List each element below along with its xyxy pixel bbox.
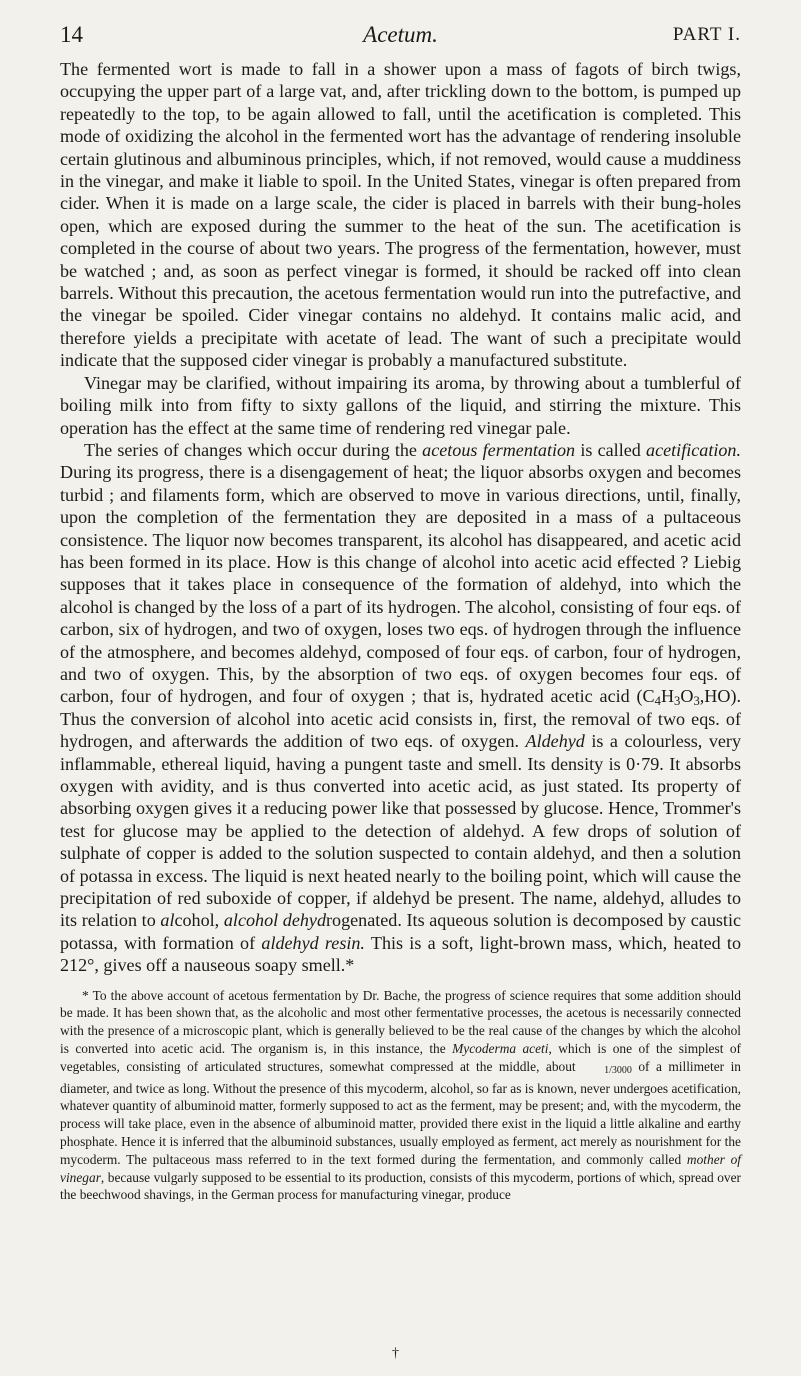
footnote-paragraph: * To the above account of acetous fermentation by Dr. Bache, the progress of science requires that some addition should be made. It has been shown that, as the alcoholic and most other fermentative processes, the acetous is necessarily connected with the presence of a microscopic plant, which is generally believed to be the real cause of the changes by which the alcohol is converted into acetic acid. The organism is, in this instance, the Mycoderma aceti, which is one of the simplest of vegetables, consisting of articulated structures, somewhat compressed at the middle, about 1/3000 of a millimeter in diameter, and twice as long. Without the presence of this mycoderm, alcohol, so far as is known, never undergoes acetification, whatever quantity of albuminoid matter, formerly supposed to act as the ferment, may be present; and, with the mycoderm, the process will take place, even in the absence of albuminoid matter, provided there exist in the liquid a little alkaline and earthy phosphate. Hence it is inferred that the albuminoid substances, usually employed as ferment, act merely as nourishment for the mycoderm. The pultaceous mass referred to in the text formed during the fermentation, and commonly called mother of vinegar, because vulgarly supposed to be essential to its production, consists of this mycoderm, portions of which, spread over the beechwood shavings, in the German process for manufacturing vinegar, produce	[60, 987, 742, 1203]
term-mycoderma-aceti: Mycoderma aceti	[452, 1041, 549, 1057]
paragraph-2: Vinegar may be clarified, without impairing its aroma, by throwing about a tumblerful of boiling milk into from fifty to sixty gallons of the liquid, and stirring the mixture. This operation has the effect at the same time of rendering red vinegar pale.	[60, 372, 741, 438]
paragraph-3: The series of changes which occur during the acetous fermentation is called acetification. During its progress, there is a disengagement of heat; the liquor absorbs oxygen and becomes turbid ; and filaments form, which are observed to move in various directions, until, finally, upon the completion of the fermentation they are deposited in a mass of a pultaceous consistence. The liquor now becomes transparent, its alcohol has disappeared, and acetic acid has been formed in its place. How is this change of alcohol into acetic acid effected ? Liebig supposes that it takes place in consequence of the formation of aldehyd, into which the alcohol is changed by the loss of a part of its hydrogen. The alcohol, consisting of four eqs. of carbon, six of hydrogen, and two of oxygen, loses two eqs. of hydrogen through the influence of the atmosphere, and becomes aldehyd, composed of four eqs. of carbon, four of hydrogen, and two of oxygen. This, by the absorption of two eqs. of oxygen becomes four eqs. of carbon, four of hydrogen, and four of oxygen ; that is, hydrated acetic acid $(C_4H_3O_3,HO)$. Thus the conversion of alcohol into acetic acid consists in, first, the removal of two eqs. of hydrogen, and afterwards the addition of two eqs. of oxygen. Aldehyd is a colourless, very inflammable, ethereal liquid, having a pungent taste and smell. Its density is 0·79. It absorbs oxygen with avidity, and is thus converted into acetic acid, as just stated. Its property of absorbing oxygen gives it a reducing power like that possessed by glucose. Hence, Trommer's test for glucose may be applied to the detection of aldehyd. A few drops of solution of sulphate of copper is added to the solution suspected to contain aldehyd, and then a solution of potassa in excess. The liquid is next heated nearly to the boiling point, which will cause the precipitation of red suboxide of copper, if aldehyd be present. The name, aldehyd, alludes to its relation to alcohol, alcohol dehydrogenated. Its aqueous solution is decomposed by caustic potassa, with formation of aldehyd resin. This is a soft, light-brown mass, which, heated to 212°, gives off a nauseous soapy smell.*	[60, 439, 741, 976]
paragraph-1: The fermented wort is made to fall in a shower upon a mass of fagots of birch twigs, occupying the upper part of a large vat, and, after trickling down to the bottom, is pumped up repeatedly to the top, to be again allowed to fall, until the acetification is completed. This mode of oxidizing the alcohol in the fermented wort has the advantage of rendering insoluble certain glutinous and albuminous principles, which, if not removed, would cause a muddiness in the vinegar, and make it liable to spoil. In the United States, vinegar is often prepared from cider. When it is made on a large scale, the cider is placed in barrels with their bung-holes open, which are exposed during the summer to the heat of the sun. The acetification is completed in the course of about two years. The progress of the fermentation, however, must be watched ; and, as soon as perfect vinegar is formed, it should be racked off into clean barrels. Without this precaution, the acetous fermentation would run into the putrefactive, and the vinegar be spoiled. Cider vinegar contains no aldehyd. It contains malic acid, and therefore yields a precipitate with acetate of lead. The want of such a precipitate would indicate that the supposed cider vinegar is probably a manufactured substitute.	[60, 59, 741, 371]
signature-mark: †	[392, 1346, 399, 1361]
running-title: Acetum.	[363, 22, 438, 47]
term-alcohol-dehydrogenated: alcohol dehyd	[223, 910, 327, 931]
chemical-formula: $C_4H_3O_3,HO$	[642, 686, 731, 709]
footnote	[60, 987, 741, 1205]
term-mother-of-vinegar: mother of vinegar	[60, 1151, 742, 1185]
main-text	[60, 58, 741, 977]
term-acetification: acetification.	[646, 439, 741, 460]
part-label: PART I.	[672, 24, 741, 45]
page-header	[60, 10, 741, 50]
term-acetous-fermentation: acetous fermentation	[422, 439, 576, 460]
page-number: 14	[60, 22, 83, 47]
term-aldehyd: Aldehyd	[525, 731, 585, 752]
term-aldehyd-resin: aldehyd resin.	[261, 932, 365, 953]
fraction: 1/3000	[604, 1064, 632, 1076]
